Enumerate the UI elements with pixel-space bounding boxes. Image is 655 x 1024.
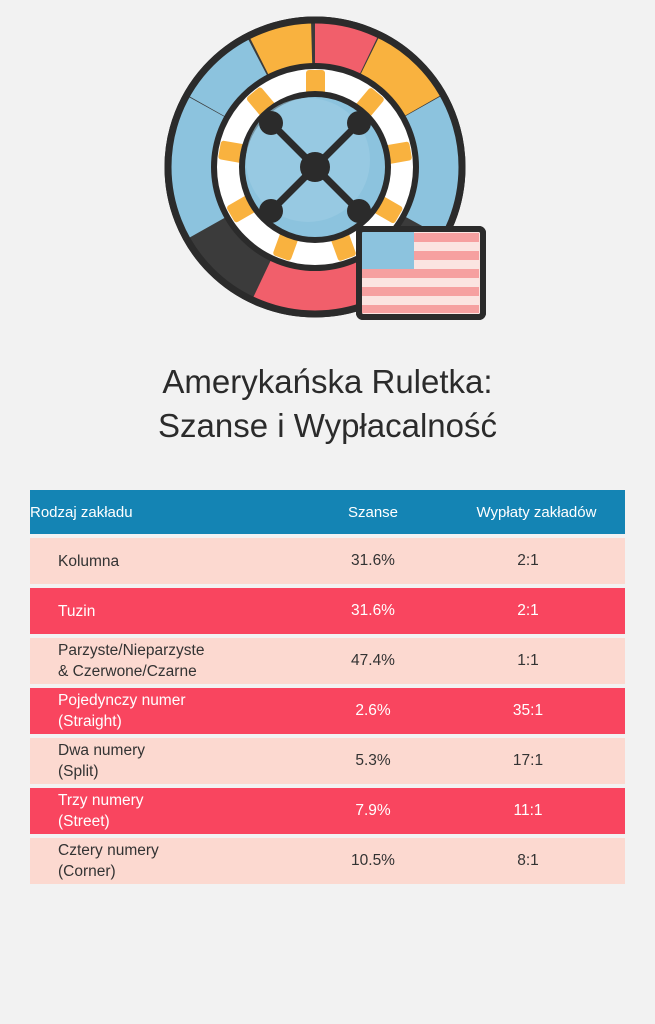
table-body [30,538,625,884]
table-row [30,688,625,734]
cell-bet-type-main: Cztery numery [58,842,159,859]
roulette-wheel-and-us-flag-icon [163,15,493,335]
cell-bet-type: Tuzin [30,588,298,634]
cell-bet-type-sub: (Split) [58,763,99,780]
table-row [30,838,625,884]
table-row [30,788,625,834]
cell-odds: 7.9% [298,788,448,834]
cell-odds: 2.6% [298,688,448,734]
cell-payout: 11:1 [448,788,625,834]
cell-payout: 2:1 [448,588,625,634]
page-title [0,350,655,448]
table-row [30,638,625,684]
cell-bet-type-main: Pojedynczy numer [58,692,186,709]
cell-payout: 1:1 [448,638,625,684]
cell-payout: 2:1 [448,538,625,584]
cell-bet-type-sub: (Street) [58,813,110,830]
cell-odds: 31.6% [298,588,448,634]
odds-table-container [30,486,625,888]
cell-bet-type [30,688,298,734]
cell-bet-type-sub: (Corner) [58,863,116,880]
table-row [30,738,625,784]
cell-bet-type-main: Trzy numery [58,792,144,809]
cell-payout: 17:1 [448,738,625,784]
page-title-line-2: Szanse i Wypłacalność [157,407,498,444]
odds-table [30,486,625,888]
cell-bet-type-sub: & Czerwone/Czarne [58,663,197,680]
table-row [30,588,625,634]
column-header-bet-type: Rodzaj zakładu [30,490,298,534]
table-header-row [30,490,625,534]
roulette-illustration [0,0,655,350]
cell-bet-type [30,838,298,884]
cell-odds: 47.4% [298,638,448,684]
table-row [30,538,625,584]
table-header [30,490,625,534]
cell-payout: 35:1 [448,688,625,734]
cell-odds: 10.5% [298,838,448,884]
cell-bet-type [30,788,298,834]
column-header-payout: Wypłaty zakładów [448,490,625,534]
cell-bet-type-sub: (Straight) [58,713,122,730]
page-title-line-1: Amerykańska Ruletka: [162,363,493,400]
cell-odds: 31.6% [298,538,448,584]
cell-bet-type-main: Dwa numery [58,742,145,759]
cell-payout: 8:1 [448,838,625,884]
cell-bet-type: Kolumna [30,538,298,584]
column-header-odds: Szanse [298,490,448,534]
cell-odds: 5.3% [298,738,448,784]
cell-bet-type [30,738,298,784]
cell-bet-type [30,638,298,684]
us-flag-icon [359,229,483,317]
cell-bet-type-main: Parzyste/Nieparzyste [58,642,205,659]
